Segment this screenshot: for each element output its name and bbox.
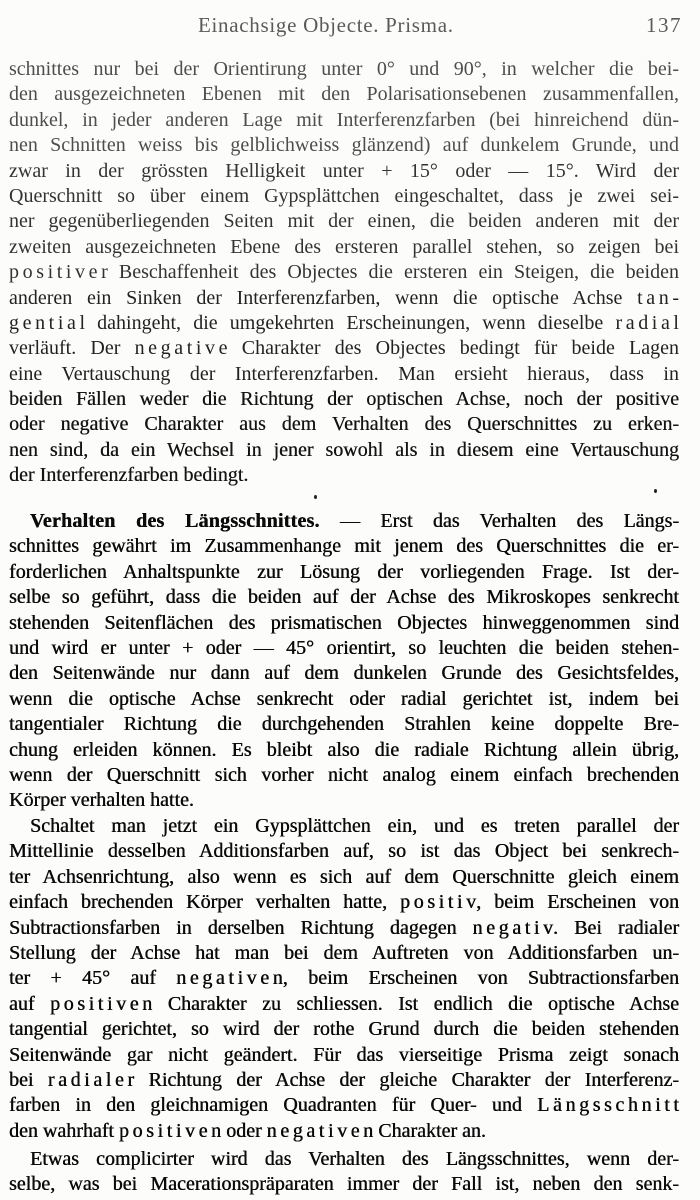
text-line — [9, 412, 679, 437]
text-run: forderlichen Anhaltspunkte zur Lösung der vorliegenden Frage. Ist der- — [9, 560, 679, 583]
text-line — [9, 763, 679, 788]
text-line — [9, 336, 679, 361]
text-run: dunkel, in jeder anderen Lage mit Interferenzfarben (bei hinreichend dün- — [9, 108, 679, 131]
text-run: und wird er unter + oder — 45° orientirt, so leuchten die beiden stehen- — [9, 636, 679, 659]
text-run: dahingeht, die umgekehrten Erscheinungen, wenn dieselbe — [85, 311, 616, 334]
text-run: Querschnitt so über einem Gypsplättchen eingeschaltet, dass je zwei sei- — [9, 184, 679, 207]
text-run: zwar in der grössten Helligkeit unter + 15° oder — 15°. Wird der — [9, 159, 679, 182]
text-line — [9, 1043, 679, 1068]
spaced-emphasis: negativen — [176, 967, 287, 990]
spaced-emphasis: positiv — [400, 891, 480, 914]
text-line — [9, 738, 679, 763]
text-run: oder — [221, 1119, 267, 1142]
text-run: stehenden Seitenflächen des prismatischen Objectes hinweggenommen sind — [9, 611, 679, 634]
text-line — [9, 82, 679, 107]
text-run: Mittellinie desselben Additionsfarben auf, so ist das Object bei senkrech- — [9, 840, 679, 863]
text-run: , beim Erscheinen von — [476, 891, 679, 914]
paragraph — [9, 814, 683, 1144]
spaced-emphasis: positiven — [118, 1119, 225, 1142]
text-line — [9, 1093, 683, 1118]
text-line — [9, 286, 683, 311]
running-head — [0, 10, 700, 40]
text-line — [9, 814, 679, 839]
spaced-emphasis: negative — [134, 337, 232, 360]
spaced-emphasis: Längsschnitt — [537, 1094, 683, 1117]
run-in-heading: Verhalten des Längsschnittes. — [30, 510, 320, 532]
text-line — [9, 509, 679, 534]
text-run: bei — [9, 1068, 48, 1091]
text-line — [9, 1172, 679, 1197]
paragraph — [9, 509, 679, 814]
text-run: ter + 45° auf — [9, 967, 177, 990]
text-line — [9, 560, 679, 585]
text-run: zweiten ausgezeichneten Ebene des ersteren parallel stehen, so zeigen bei — [9, 235, 679, 258]
text-line — [9, 890, 679, 915]
text-run: Richtung der Achse der gleiche Charakter der Interferenz- — [134, 1068, 679, 1091]
text-run: ner gegenüberliegenden Seiten mit der einen, die beiden anderen mit der — [9, 210, 679, 233]
text-line — [9, 159, 679, 184]
text-run: , beim Erscheinen von Subtractionsfarben — [282, 967, 679, 990]
text-run: eine Vertauschung der Interferenzfarben. Man ersieht hieraus, dass in — [9, 362, 679, 385]
text-line — [9, 1119, 679, 1144]
text-line — [9, 585, 679, 610]
scan-speck — [654, 489, 657, 493]
text-run: selbe, was bei Macerationspräparaten immer der Fall ist, neben den senk- — [9, 1173, 679, 1196]
text-line — [9, 865, 679, 890]
text-run: anderen ein Sinken der Interferenzfarben, wenn die optische Achse — [9, 286, 638, 309]
text-line — [9, 387, 679, 412]
page-number: 137 — [646, 13, 682, 37]
text-line — [9, 311, 683, 336]
text-line — [9, 611, 679, 636]
text-run: Charakter des Objectes bedingt für beide Lagen — [227, 337, 679, 360]
spaced-emphasis: negativ — [472, 916, 557, 939]
text-run: wenn der Querschnitt sich vorher nicht analog einem einfach brechenden — [9, 763, 679, 786]
text-line — [9, 788, 679, 813]
spaced-emphasis: gential — [9, 311, 89, 334]
spaced-emphasis: negativen — [266, 1119, 377, 1142]
text-line — [9, 1017, 679, 1042]
text-run: Beschaffenheit des Objectes die ersteren ein Steigen, die beiden — [107, 261, 679, 284]
text-run: nen sind, da ein Wechsel in jener sowohl als in diesem eine Vertauschung — [9, 438, 679, 461]
spaced-emphasis: radial — [615, 311, 683, 334]
text-line — [9, 916, 679, 941]
text-run: Seitenwände gar nicht geändert. Für das vierseitige Prisma zeigt sonach — [9, 1043, 679, 1066]
text-run: verläuft. Der — [9, 337, 135, 360]
text-run: schnittes nur bei der Orientirung unter 0° und 90°, in welcher die bei- — [9, 58, 679, 80]
text-run: auf — [9, 992, 51, 1015]
text-run: Charakter zu schliessen. Ist endlich die optische Achse — [152, 992, 679, 1015]
text-run: beiden Fällen weder die Richtung der optischen Achse, noch der positive — [9, 388, 679, 411]
paragraph — [9, 1147, 679, 1198]
text-run: Etwas complicirter wird das Verhalten des Längsschnittes, wenn der- — [30, 1148, 679, 1170]
spaced-emphasis: radialer — [47, 1068, 138, 1091]
text-line — [9, 235, 679, 260]
text-run: tangentialer Richtung die durchgehenden Strahlen keine doppelte Bre- — [9, 713, 679, 736]
text-run: nen Schnitten weiss bis gelblichweiss glänzend) auf dunkelem Grunde, und — [9, 134, 679, 157]
text-line — [9, 260, 679, 285]
scan-speck — [314, 495, 317, 499]
text-line — [9, 57, 679, 82]
text-run: Charakter an. — [373, 1119, 486, 1142]
text-run: schnittes gewährt im Zusammenhange mit jenem des Querschnittes die er- — [9, 535, 679, 558]
spaced-emphasis: tan- — [637, 286, 683, 309]
text-line — [9, 362, 679, 387]
text-run: — Erst das Verhalten des Längs- — [319, 510, 680, 532]
text-run: Stellung der Achse hat man bei dem Auftreten von Additionsfarben un- — [9, 941, 679, 964]
text-run: wenn die optische Achse senkrecht oder radial gerichtet ist, indem bei — [9, 687, 679, 710]
body-text — [9, 57, 683, 1199]
text-run: selbe so geführt, dass die beiden auf der Achse des Mikroskopes senkrecht — [9, 586, 679, 609]
text-run: einfach brechenden Körper verhalten hatte, — [9, 891, 401, 914]
spaced-emphasis: positiven — [50, 992, 156, 1015]
text-run: den Seitenwände nur dann auf dem dunkelen Grunde des Gesichtsfeldes, — [9, 662, 679, 685]
text-run: oder negative Charakter aus dem Verhalten des Querschnittes zu erken- — [9, 413, 679, 436]
text-line — [9, 712, 679, 737]
text-run: der Interferenzfarben bedingt. — [9, 464, 249, 487]
text-run: tangential gerichtet, so wird der rothe Grund durch die beiden stehenden — [9, 1018, 679, 1041]
text-line — [9, 1147, 679, 1172]
text-line — [9, 687, 679, 712]
text-run: den wahrhaft — [9, 1119, 119, 1142]
paragraph — [9, 57, 683, 489]
text-line — [9, 108, 679, 133]
text-line — [9, 661, 679, 686]
running-title: Einachsige Objecte. Prisma. — [198, 13, 454, 37]
text-run: Schaltet man jetzt ein Gypsplättchen ein, und es treten parallel der — [30, 815, 679, 837]
text-run: farben in den gleichnamigen Quadranten für Quer- und — [9, 1094, 538, 1117]
text-line — [9, 209, 679, 234]
text-line — [9, 438, 679, 463]
text-line — [9, 839, 679, 864]
text-line — [9, 184, 679, 209]
text-line — [9, 1068, 679, 1093]
spaced-emphasis: positiver — [9, 261, 112, 284]
text-line — [9, 133, 679, 158]
text-line — [9, 941, 679, 966]
text-line — [9, 992, 679, 1017]
text-run: Subtractionsfarben in derselben Richtung dagegen — [9, 916, 473, 939]
text-line — [9, 534, 679, 559]
text-line — [9, 636, 679, 661]
text-run: Körper verhalten hatte. — [9, 789, 194, 812]
text-run: ter Achsenrichtung, also wenn es sich auf dem Querschnitte gleich einem — [9, 865, 679, 888]
text-line — [9, 463, 679, 488]
text-run: . Bei radialer — [553, 916, 679, 939]
text-line — [9, 966, 679, 991]
text-run: den ausgezeichneten Ebenen mit den Polarisationsebenen zusammenfallen, — [9, 83, 679, 106]
text-run: chung erleiden können. Es bleibt also die radiale Richtung allein übrig, — [9, 738, 679, 761]
